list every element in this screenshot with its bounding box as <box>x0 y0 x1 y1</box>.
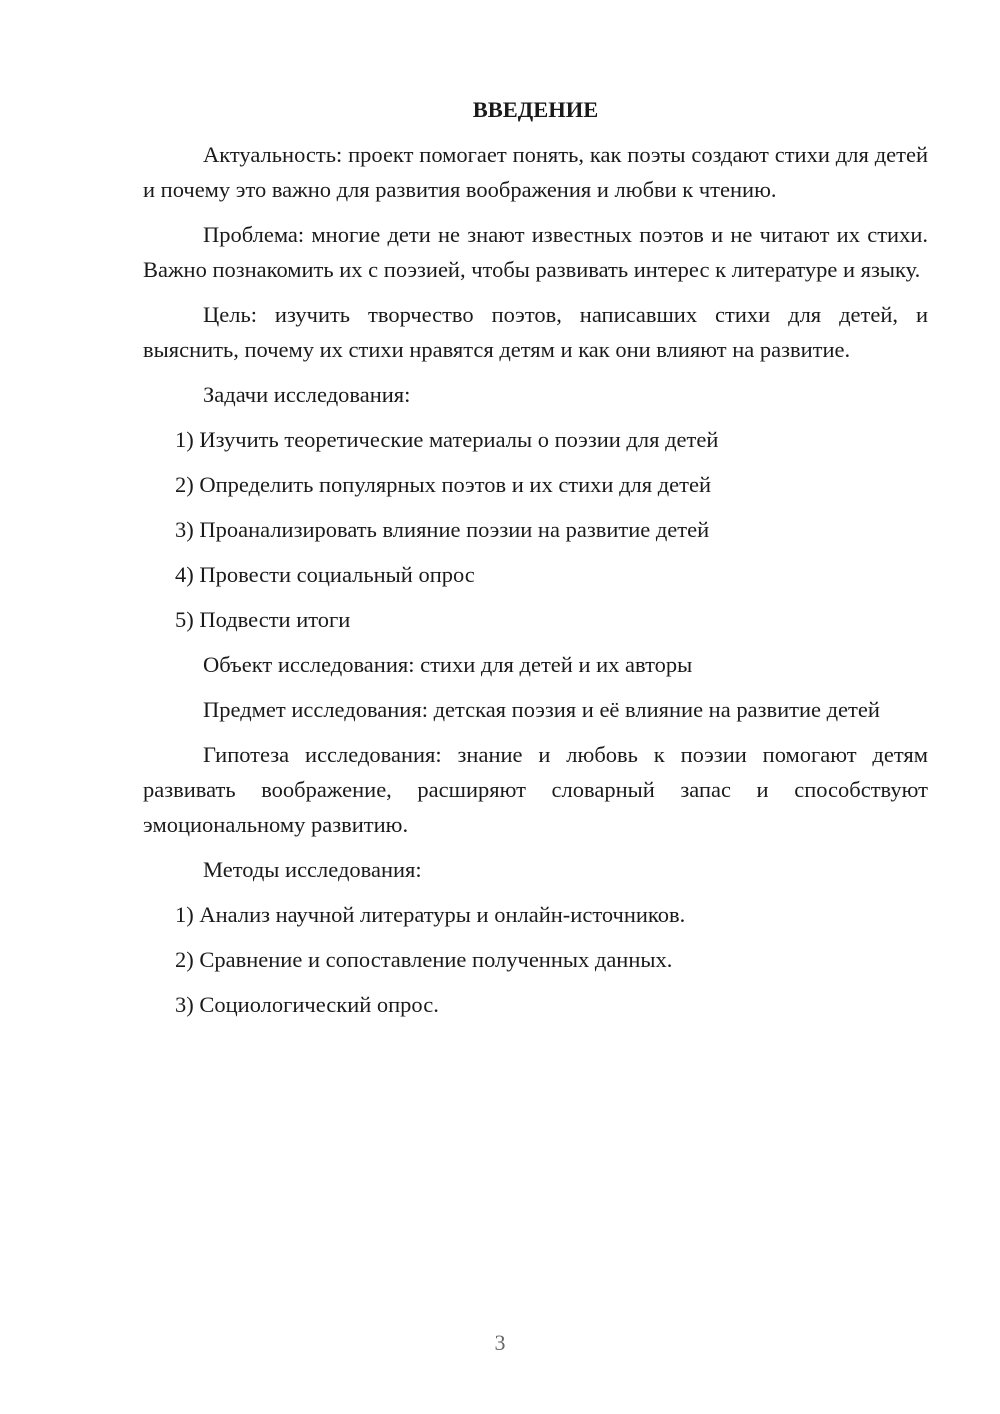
tasks-title: Задачи исследования: <box>203 382 411 407</box>
method-item: 1) Анализ научной литературы и онлайн-источников. <box>175 902 686 927</box>
document-page <box>143 92 928 1032</box>
task-item: 1) Изучить теоретические материалы о поэзии для детей <box>175 427 719 452</box>
relevance-paragraph: Актуальность: проект помогает понять, как поэты создают стихи для детей и почему это важно для развития воображения и любви к чтению. <box>143 142 928 202</box>
task-item: 4) Провести социальный опрос <box>175 562 475 587</box>
page-title: ВВЕДЕНИЕ <box>472 97 599 122</box>
task-item: 3) Проанализировать влияние поэзии на развитие детей <box>175 517 710 542</box>
task-item: 5) Подвести итоги <box>175 607 351 632</box>
hypothesis-paragraph: Гипотеза исследования: знание и любовь к поэзии помогают детям развивать воображение, расширяют словарный запас и способствуют эмоциональному развитию. <box>143 742 928 837</box>
subject-paragraph: Предмет исследования: детская поэзия и её влияние на развитие детей <box>203 697 880 722</box>
method-item: 3) Социологический опрос. <box>175 992 439 1017</box>
goal-paragraph: Цель: изучить творчество поэтов, написавших стихи для детей, и выяснить, почему их стихи нравятся детям и как они влияют на развитие. <box>143 302 928 362</box>
task-item: 2) Определить популярных поэтов и их стихи для детей <box>175 472 712 497</box>
object-paragraph: Объект исследования: стихи для детей и их авторы <box>203 652 693 677</box>
page-number: 3 <box>494 1330 506 1355</box>
methods-title: Методы исследования: <box>203 857 422 882</box>
problem-paragraph: Проблема: многие дети не знают известных поэтов и не читают их стихи. Важно познакомить их с поэзией, чтобы развивать интерес к литературе и языку. <box>143 222 928 282</box>
method-item: 2) Сравнение и сопоставление полученных данных. <box>175 947 673 972</box>
